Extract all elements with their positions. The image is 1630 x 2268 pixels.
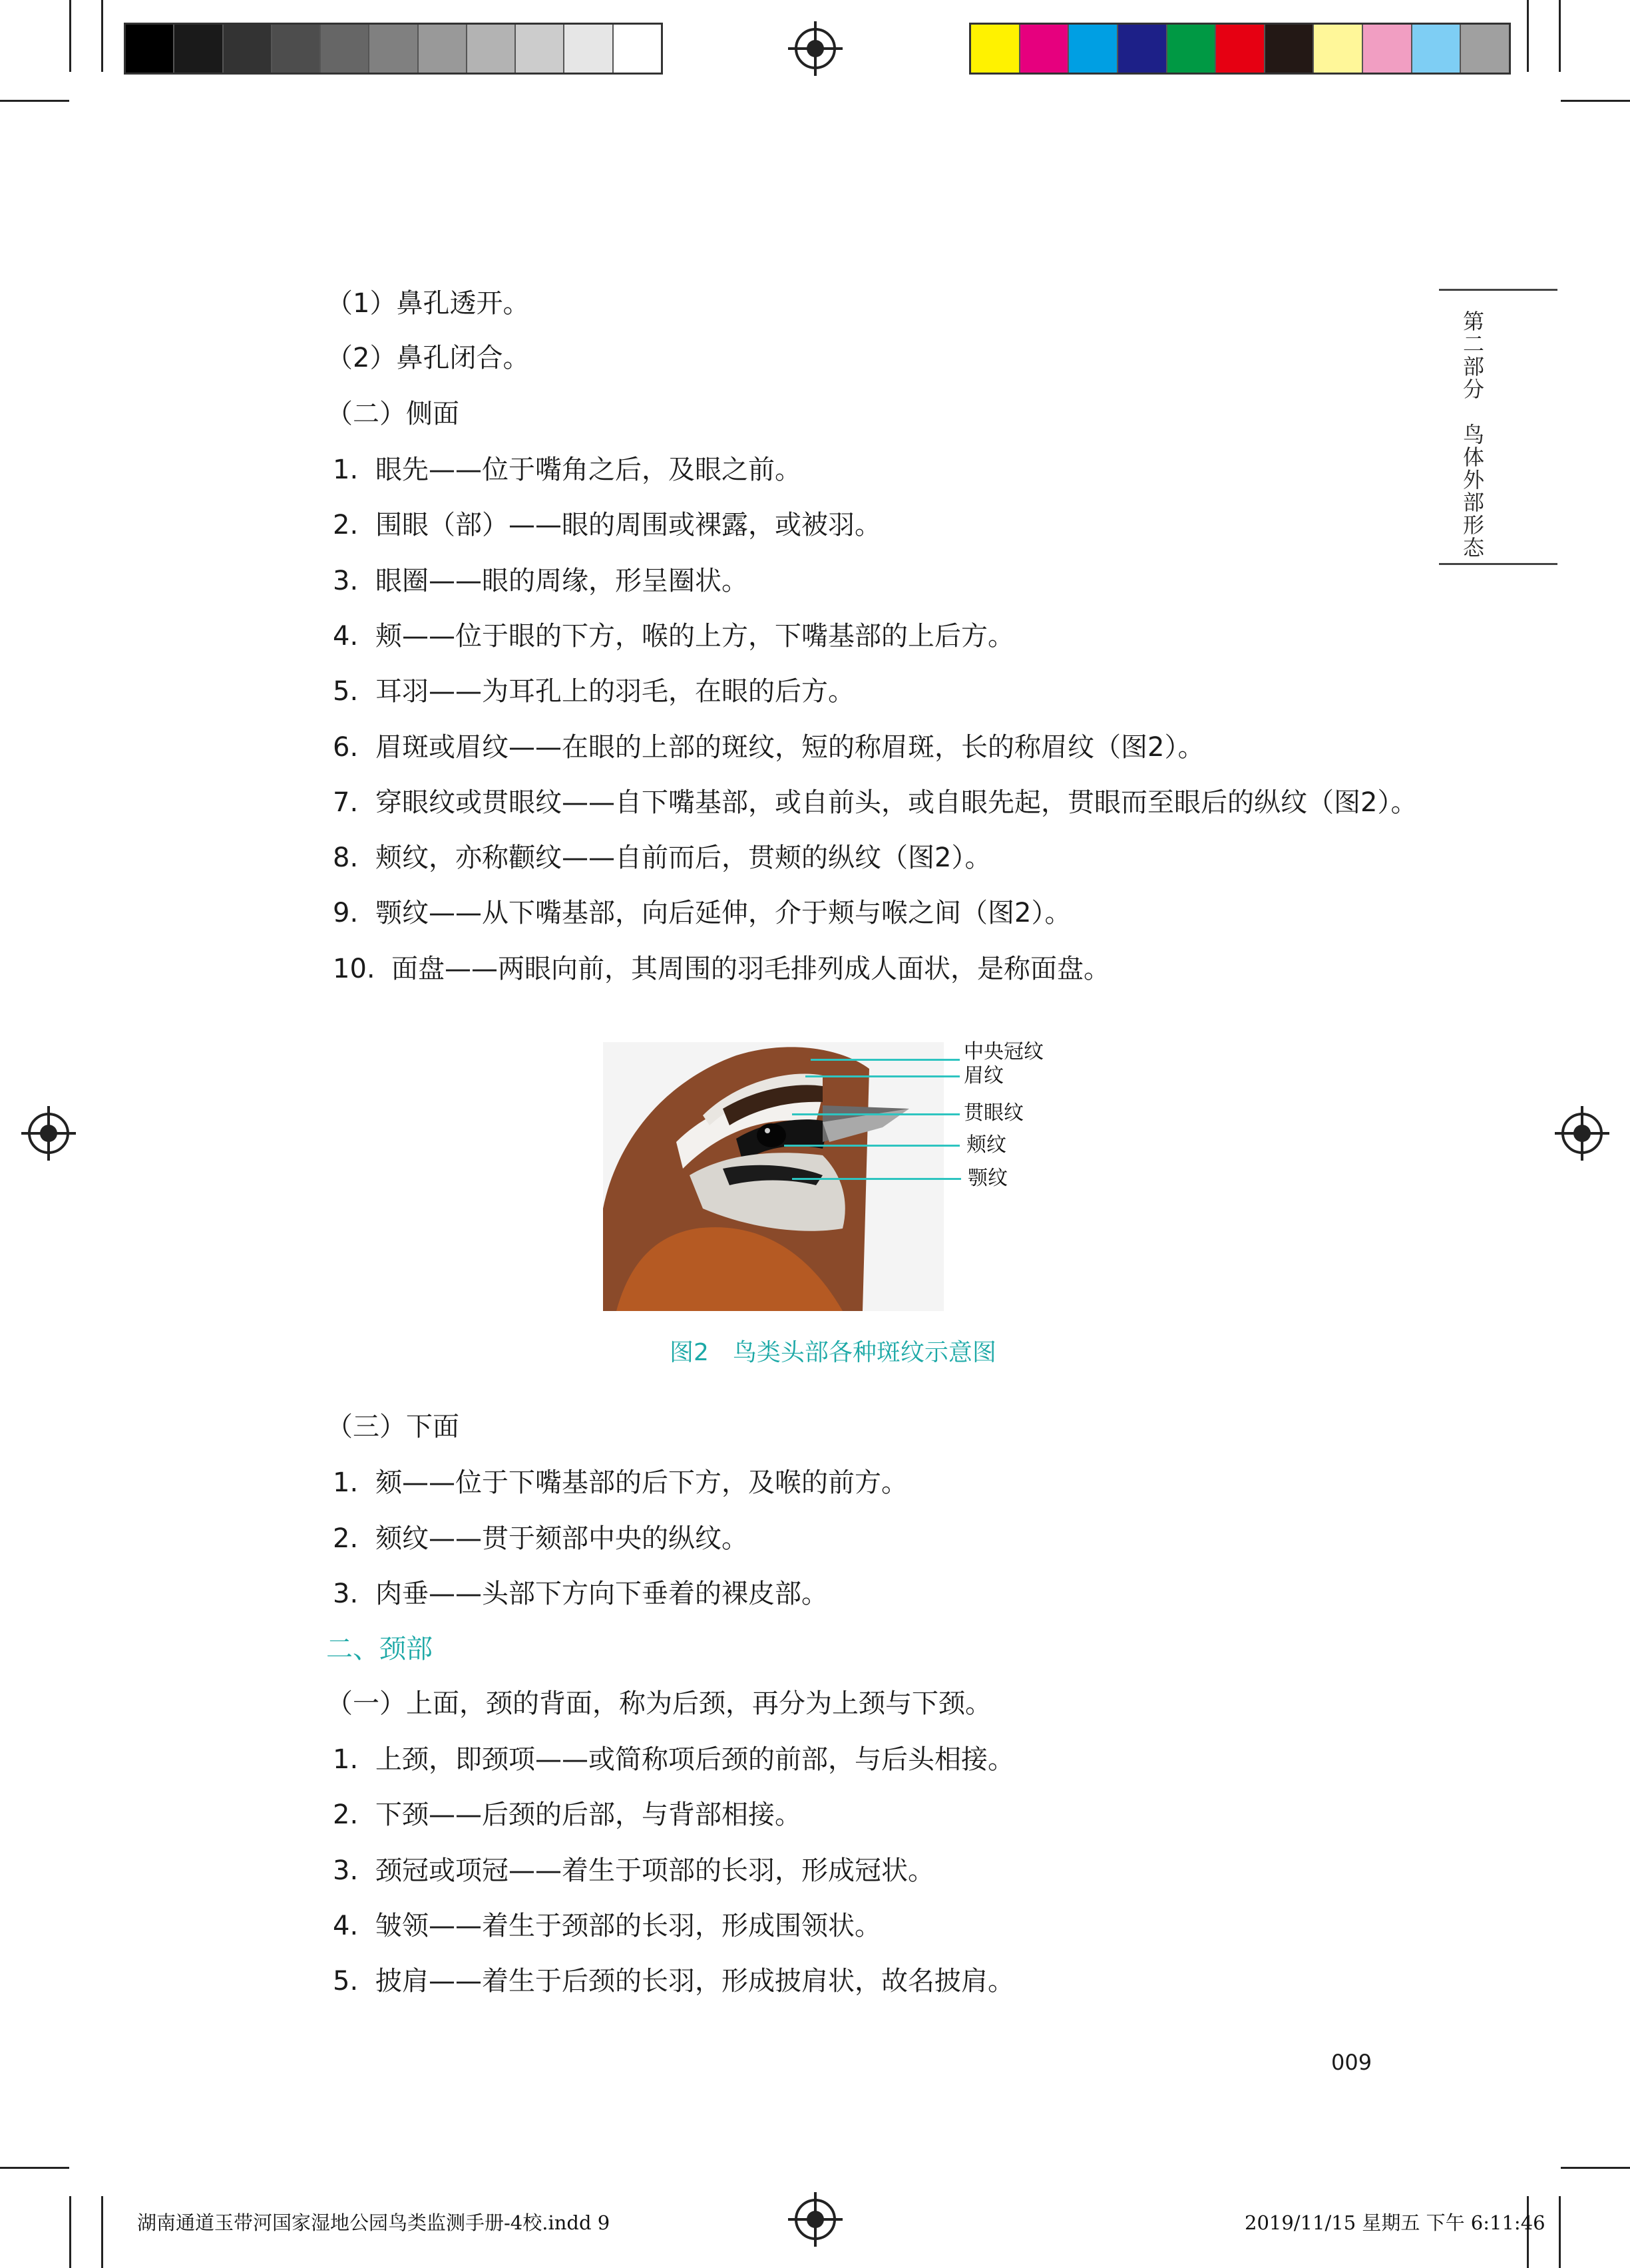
crop-mark bbox=[101, 2196, 103, 2268]
figure-label: 眉纹 bbox=[964, 1064, 1004, 1087]
neck-intro: （一）上面，颈的背面，称为后颈，再分为上颈与下颈。 bbox=[326, 1688, 992, 1719]
list-item-number: 2. bbox=[333, 1523, 359, 1554]
figure-label: 颊纹 bbox=[966, 1133, 1006, 1157]
figure-label: 贯眼纹 bbox=[964, 1101, 1024, 1125]
color-swatch bbox=[272, 25, 321, 73]
color-swatch bbox=[1069, 25, 1118, 73]
leader-line bbox=[792, 1113, 960, 1115]
list-item-number: 4. bbox=[333, 620, 359, 652]
crop-mark bbox=[69, 0, 71, 72]
color-swatch bbox=[369, 25, 418, 73]
registration-mark-icon bbox=[795, 2199, 836, 2240]
color-swatch bbox=[1314, 25, 1363, 73]
text-line: （2）鼻孔闭合。 bbox=[326, 343, 530, 373]
section-subheading: （三）下面 bbox=[326, 1412, 459, 1442]
list-item-text: 穿眼纹或贯眼纹——自下嘴基部，或自前头，或自眼先起，贯眼而至眼后的纵纹（图2）。 bbox=[375, 787, 1418, 818]
crop-mark bbox=[1527, 0, 1529, 72]
leader-line bbox=[792, 1178, 961, 1180]
list-item-text: 面盘——两眼向前，其周围的羽毛排列成人面状，是称面盘。 bbox=[391, 953, 1110, 984]
figure-label: 颚纹 bbox=[968, 1167, 1008, 1190]
color-swatch bbox=[1363, 25, 1412, 73]
color-swatch bbox=[1020, 25, 1070, 73]
color-swatch bbox=[224, 25, 272, 73]
color-swatch bbox=[1167, 25, 1217, 73]
crop-mark bbox=[0, 100, 69, 102]
list-item-text: 肉垂——头部下方向下垂着的裸皮部。 bbox=[375, 1579, 828, 1609]
color-swatch bbox=[1216, 25, 1265, 73]
figure-caption: 图2 鸟类头部各种斑纹示意图 bbox=[670, 1339, 996, 1366]
list-item-text: 下颈——后颈的后部，与背部相接。 bbox=[375, 1799, 801, 1831]
crop-mark bbox=[69, 2196, 71, 2268]
leader-line bbox=[805, 1075, 960, 1077]
side-label-rule bbox=[1439, 563, 1557, 565]
process-color-bar bbox=[969, 23, 1511, 75]
list-item-number: 8. bbox=[333, 843, 359, 874]
list-item-number: 3. bbox=[333, 1579, 359, 1609]
list-item-text: 颈冠或项冠——着生于项部的长羽，形成冠状。 bbox=[375, 1855, 934, 1886]
list-item-text: 颊纹，亦称颧纹——自前而后，贯颊的纵纹（图2）。 bbox=[375, 843, 992, 874]
leader-line bbox=[811, 1059, 960, 1061]
list-item-text: 眼先——位于嘴角之后，及眼之前。 bbox=[375, 455, 801, 485]
list-item-number: 7. bbox=[333, 787, 359, 818]
list-item-number: 1. bbox=[333, 455, 359, 485]
registration-mark-icon bbox=[28, 1113, 69, 1154]
color-swatch bbox=[614, 25, 661, 73]
list-item-number: 4. bbox=[333, 1910, 359, 1941]
list-item-text: 颚纹——从下嘴基部，向后延伸，介于颊与喉之间（图2）。 bbox=[375, 898, 1072, 929]
list-item-number: 5. bbox=[333, 1966, 359, 1997]
color-swatch bbox=[516, 25, 564, 73]
list-item-text: 颏纹——贯于颏部中央的纵纹。 bbox=[375, 1523, 748, 1554]
list-item-number: 6. bbox=[333, 731, 359, 763]
section-heading: 二、颈部 bbox=[326, 1634, 433, 1664]
list-item-number: 3. bbox=[333, 565, 359, 596]
footer-filename: 湖南通道玉带河国家湿地公园鸟类监测手册-4校.indd 9 bbox=[137, 2211, 610, 2234]
list-item-text: 颊——位于眼的下方，喉的上方，下嘴基部的上后方。 bbox=[375, 620, 1014, 652]
figure-label: 中央冠纹 bbox=[964, 1040, 1044, 1063]
list-item-text: 围眼（部）——眼的周围或裸露，或被羽。 bbox=[375, 510, 881, 541]
color-swatch bbox=[1461, 25, 1509, 73]
list-item-number: 1. bbox=[333, 1744, 359, 1775]
text-line: （二）侧面 bbox=[326, 399, 459, 429]
color-swatch bbox=[1265, 25, 1315, 73]
crop-mark bbox=[1561, 100, 1630, 102]
list-item-number: 9. bbox=[333, 898, 359, 929]
registration-mark-icon bbox=[1561, 1113, 1603, 1154]
leader-line bbox=[784, 1145, 960, 1147]
chapter-side-label: 第二部分 鸟体外部形态 bbox=[1460, 310, 1485, 559]
list-item-number: 1. bbox=[333, 1467, 359, 1498]
side-label-rule bbox=[1439, 289, 1557, 291]
list-item-text: 眉斑或眉纹——在眼的上部的斑纹，短的称眉斑，长的称眉纹（图2）。 bbox=[375, 731, 1205, 763]
color-swatch bbox=[321, 25, 369, 73]
footer-timestamp: 2019/11/15 星期五 下午 6:11:46 bbox=[1245, 2211, 1545, 2234]
list-item-text: 耳羽——为耳孔上的羽毛，在眼的后方。 bbox=[375, 676, 855, 707]
list-item-number: 2. bbox=[333, 1799, 359, 1831]
color-swatch bbox=[174, 25, 223, 73]
list-item-text: 眼圈——眼的周缘，形呈圈状。 bbox=[375, 565, 748, 596]
crop-mark bbox=[101, 0, 103, 72]
color-swatch bbox=[1118, 25, 1167, 73]
crop-mark bbox=[1559, 0, 1561, 72]
color-swatch bbox=[564, 25, 613, 73]
color-swatch bbox=[419, 25, 467, 73]
color-swatch bbox=[971, 25, 1020, 73]
list-item-number: 5. bbox=[333, 676, 359, 707]
grayscale-color-bar bbox=[124, 23, 663, 75]
crop-mark bbox=[1559, 2196, 1561, 2268]
crop-mark bbox=[1561, 2167, 1630, 2169]
list-item-text: 颏——位于下嘴基部的后下方，及喉的前方。 bbox=[375, 1467, 908, 1498]
list-item-text: 上颈，即颈项——或简称项后颈的前部，与后头相接。 bbox=[375, 1744, 1014, 1775]
list-item-number: 10. bbox=[333, 953, 375, 984]
list-item-number: 2. bbox=[333, 510, 359, 541]
page-number: 009 bbox=[1331, 2050, 1372, 2075]
text-line: （1）鼻孔透开。 bbox=[326, 288, 530, 319]
color-swatch bbox=[126, 25, 174, 73]
list-item-text: 披肩——着生于后颈的长羽，形成披肩状，故名披肩。 bbox=[375, 1966, 1014, 1997]
color-swatch bbox=[467, 25, 516, 73]
crop-mark bbox=[0, 2167, 69, 2169]
list-item-number: 3. bbox=[333, 1855, 359, 1886]
color-swatch bbox=[1412, 25, 1462, 73]
registration-mark-icon bbox=[795, 28, 836, 69]
bird-head-photo bbox=[603, 1042, 944, 1311]
list-item-text: 皱领——着生于颈部的长羽，形成围领状。 bbox=[375, 1910, 881, 1941]
